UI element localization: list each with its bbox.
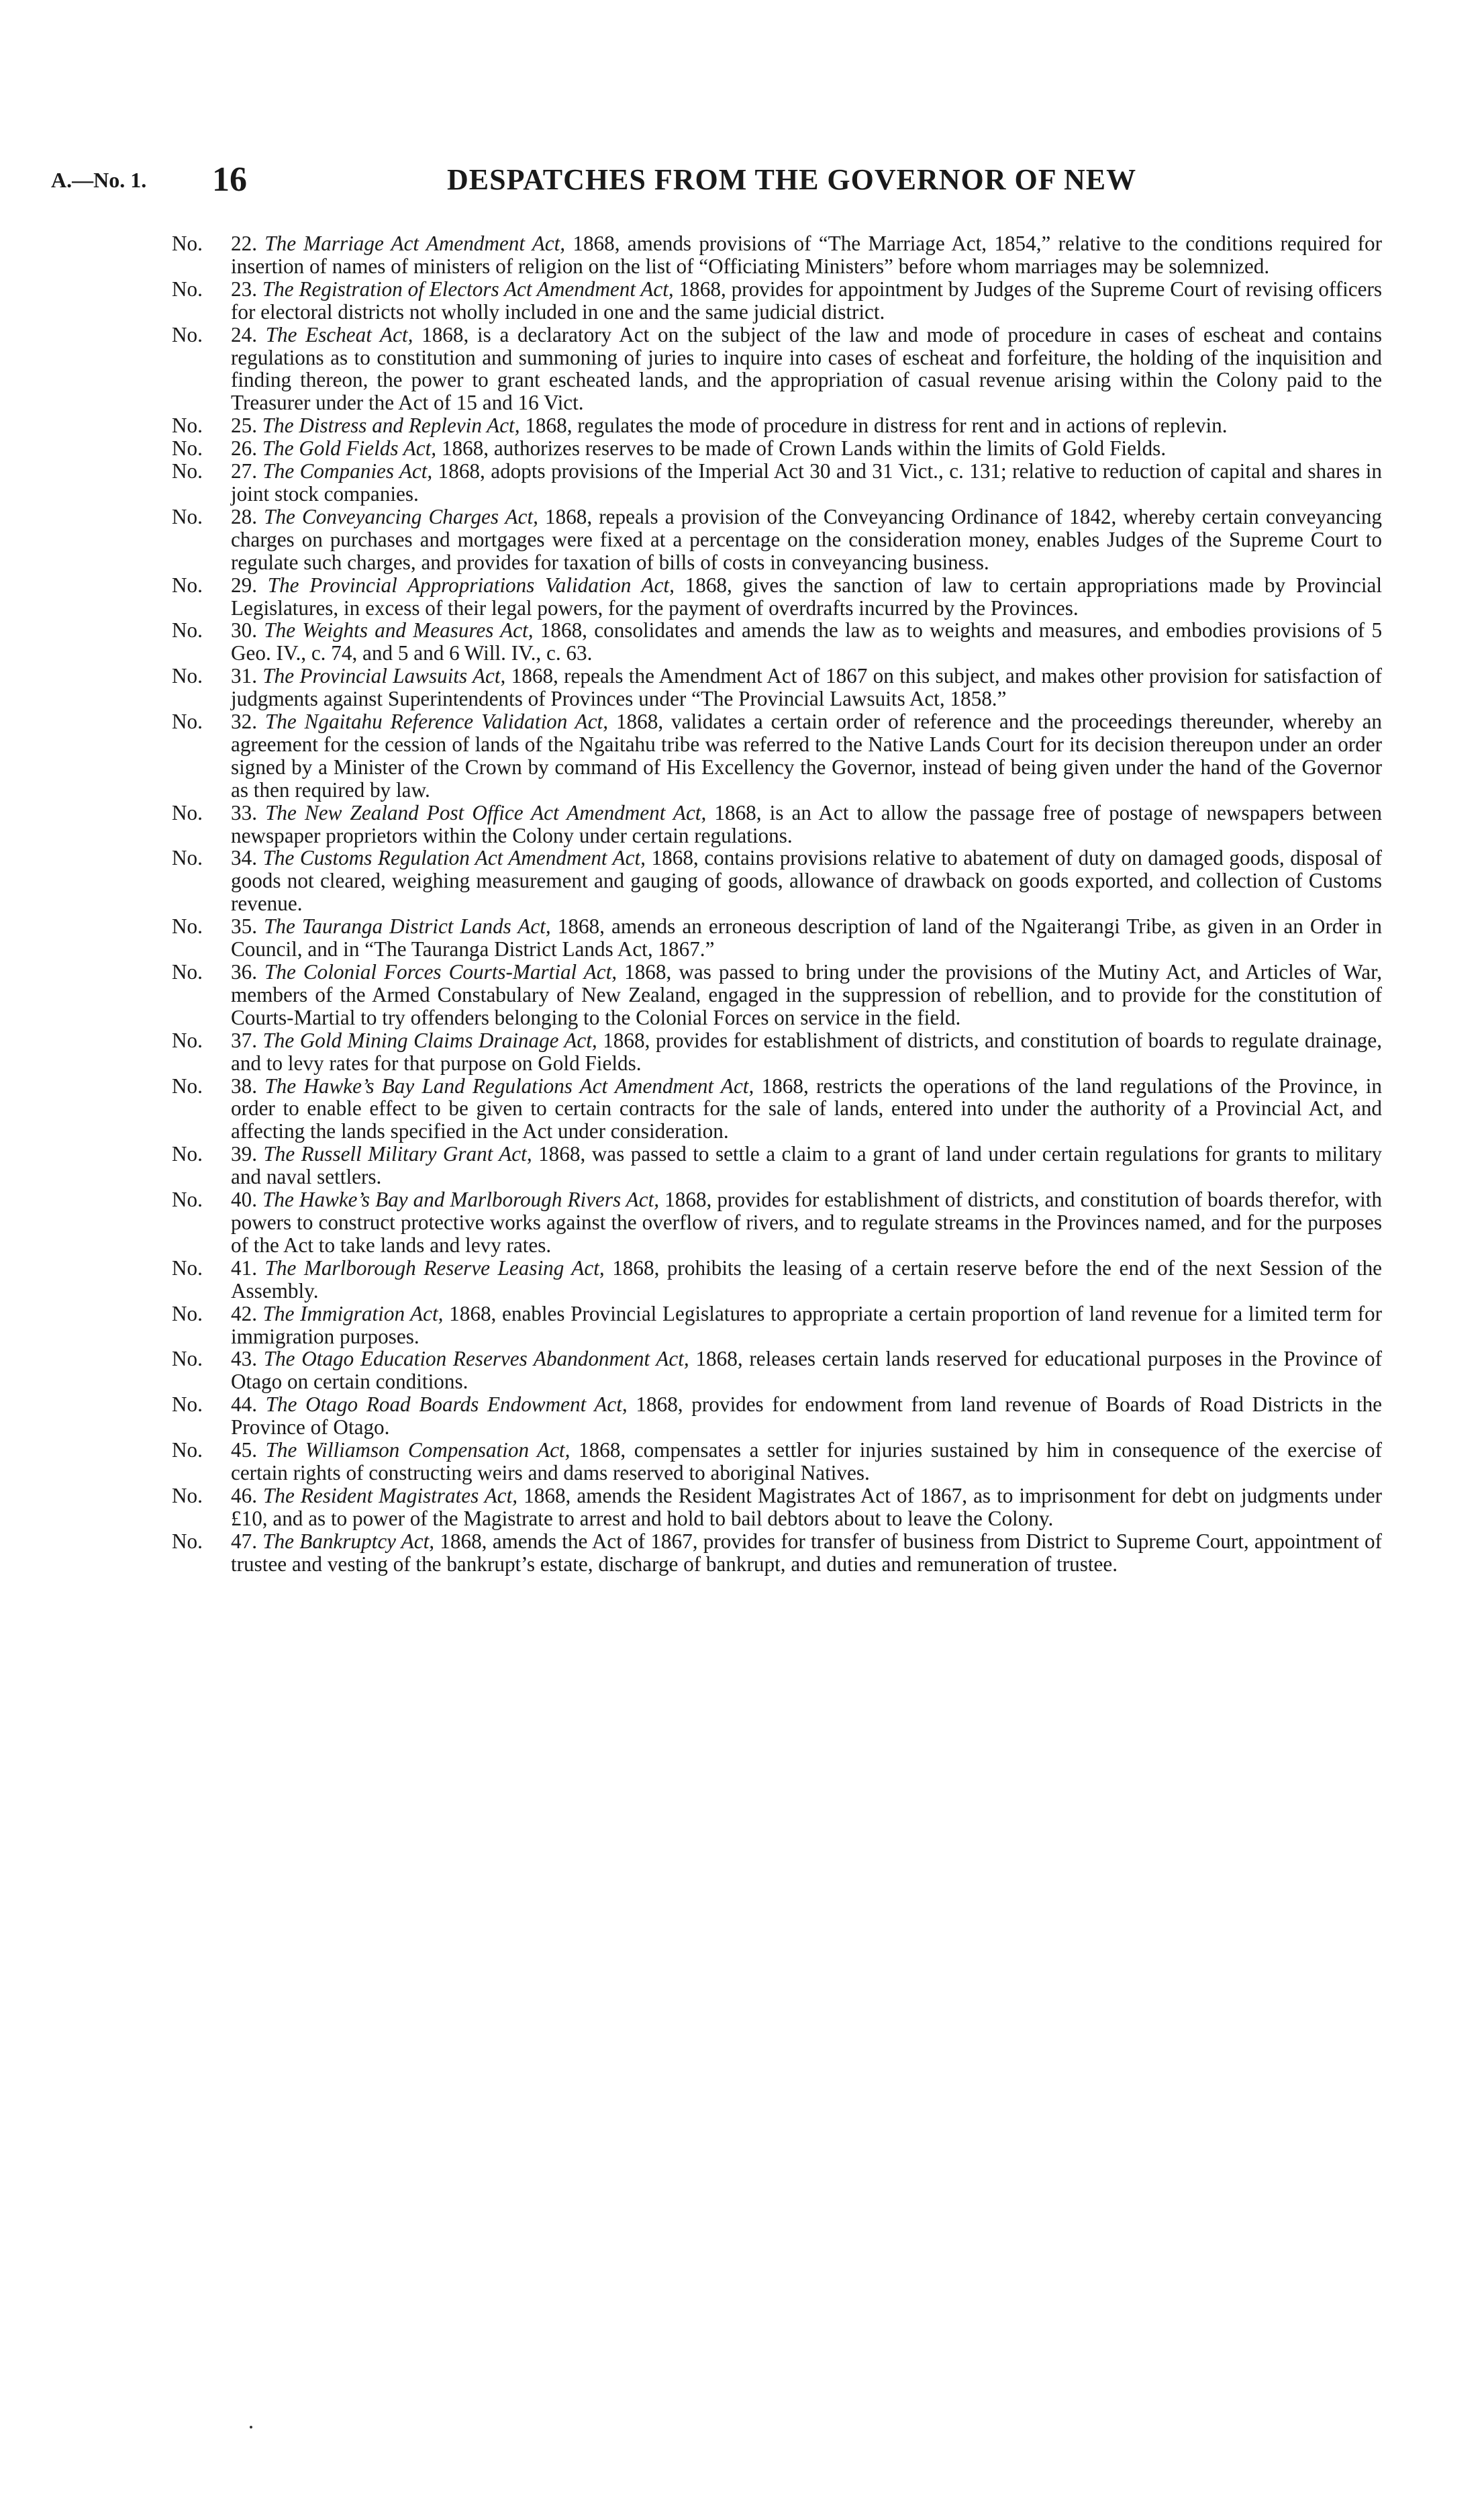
act-entry — [172, 277, 1383, 324]
entry-number: 34. — [231, 846, 257, 870]
act-title: The Customs Regulation Act Amendment Act, — [262, 846, 646, 870]
act-entry — [172, 1028, 1383, 1075]
entry-number: 42. — [231, 1301, 257, 1325]
paper-reference: A.—No. 1. — [51, 168, 147, 192]
entry-no-label: No. — [172, 573, 203, 597]
act-description: 1868, amends the Act of 1867, provides for transfer of business from District to Supreme Court, appointment of trustee and vesting of the bankrupt’s estate, discharge of bankrupt, and duties and remuneration of trustee. — [231, 1529, 1383, 1576]
act-title: The Distress and Replevin Act, — [262, 414, 520, 438]
act-entry — [172, 664, 1383, 711]
act-description: 1868, is an Act to allow the passage free of postage of newspapers between newspaper proprietors within the Colony under certain regulations. — [231, 800, 1382, 847]
act-entry — [172, 1256, 1382, 1303]
act-title: The Colonial Forces Courts-Martial Act, — [264, 960, 617, 984]
act-title: The Weights and Measures Act, — [264, 618, 534, 643]
act-entry — [172, 710, 1383, 802]
entry-no-label: No. — [172, 1301, 203, 1325]
act-title: The Provincial Appropriations Validation Act, — [267, 573, 675, 597]
entry-no-label: No. — [172, 459, 203, 483]
entry-no-label: No. — [172, 322, 203, 346]
entry-no-label: No. — [172, 664, 203, 688]
entry-no-label: No. — [172, 1188, 203, 1212]
entry-number: 22. — [231, 232, 257, 255]
act-entry — [172, 1529, 1383, 1576]
entry-no-label: No. — [172, 1256, 203, 1280]
entry-no-label: No. — [172, 1483, 203, 1507]
entry-number: 46. — [231, 1483, 257, 1507]
act-description: 1868, compensates a settler for injuries sustained by him in consequence of the exercise of certain rights of constructing weirs and dams reserved to aboriginal Natives. — [231, 1438, 1383, 1484]
act-entry — [172, 504, 1383, 574]
act-description: 1868, was passed to settle a claim to a grant of land under certain regulations for grants to military and naval settlers. — [231, 1142, 1383, 1189]
act-entry — [172, 573, 1383, 620]
act-title: The Companies Act, — [262, 459, 433, 483]
entry-number: 37. — [231, 1028, 257, 1052]
act-description: 1868, prohibits the leasing of a certain reserve before the end of the next Session of the Assembly. — [231, 1256, 1382, 1303]
entry-number: 30. — [231, 618, 257, 643]
running-title: DESPATCHES FROM THE GOVERNOR OF NEW — [447, 163, 1137, 196]
act-title: The Russell Military Grant Act, — [263, 1142, 532, 1166]
entry-number: 39. — [231, 1142, 257, 1166]
entry-number: 33. — [231, 800, 257, 824]
act-entry — [172, 914, 1382, 961]
act-title: The Hawke’s Bay and Marlborough Rivers Act, — [262, 1188, 660, 1212]
entry-no-label: No. — [172, 800, 203, 824]
act-title: The Tauranga District Lands Act, — [264, 914, 551, 939]
entry-no-label: No. — [172, 710, 203, 734]
act-title: The Otago Education Reserves Abandonment Act, — [263, 1347, 689, 1371]
entry-number: 47. — [231, 1529, 257, 1553]
entry-number: 36. — [231, 960, 257, 984]
act-description: 1868, provides for appointment by Judges of the Supreme Court of revising officers for electoral districts not wholly included in one and the same judicial district. — [231, 277, 1383, 324]
act-description: 1868, provides for establishment of districts, and constitution of boards to regulate drainage, and to levy rates for that purpose on Gold Fields. — [231, 1028, 1383, 1075]
act-description: 1868, was passed to bring under the provisions of the Mutiny Act, and Articles of War, members of the Armed Constabulary of New Zealand, engaged in the suppression of rebellion, and to provide for the constitution of Courts-Martial to try offenders belonging to the Colonial Forces on service in the field. — [231, 960, 1383, 1029]
entry-no-label: No. — [172, 846, 203, 870]
entry-number: 32. — [231, 710, 257, 734]
act-entry — [172, 232, 1382, 278]
act-description: 1868, validates a certain order of reference and the proceedings thereunder, whereby an agreement for the cession of lands of the Ngaitahu tribe was referred to the Native Lands Court for its decision thereupon under an order signed by a Minister of the Crown by command of His Excellency the Governor, instead of being given under the hand of the Governor as then required by law. — [231, 710, 1383, 802]
entry-no-label: No. — [172, 414, 203, 438]
entry-number: 28. — [231, 504, 257, 528]
act-description: 1868, amends provisions of “The Marriage Act, 1854,” relative to the conditions required for insertion of names of ministers of religion on the list of “Officiating Ministers” before whom marriages may be solemnized. — [231, 232, 1382, 278]
act-description: 1868, enables Provincial Legislatures to appropriate a certain proportion of land revenue for a limited term for immigration purposes. — [231, 1301, 1383, 1348]
entry-no-label: No. — [172, 1028, 203, 1052]
act-description: 1868, adopts provisions of the Imperial Act 30 and 31 Vict., c. 131; relative to reduction of capital and shares in joint stock companies. — [231, 459, 1383, 506]
act-description: 1868, releases certain lands reserved for educational purposes in the Province of Otago on certain conditions. — [231, 1347, 1382, 1394]
act-entry — [172, 618, 1383, 665]
entry-number: 24. — [231, 322, 257, 346]
act-entry — [172, 1438, 1383, 1484]
entry-no-label: No. — [172, 232, 203, 255]
entry-no-label: No. — [172, 277, 203, 301]
act-description: 1868, regulates the mode of procedure in distress for rent and in actions of replevin. — [525, 414, 1228, 438]
act-description: 1868, provides for establishment of districts, and constitution of boards therefor, with powers to construct protective works against the overflow of rivers, and to regulate streams in the Provinces named, and for the purposes of the Act to take lands and levy rates. — [231, 1188, 1383, 1257]
entry-number: 40. — [231, 1188, 257, 1212]
act-description: 1868, amends an erroneous description of land of the Ngaiterangi Tribe, as given in an Order in Council, and in “The Tauranga District Lands Act, 1867.” — [231, 914, 1382, 961]
act-title: The Immigration Act, — [262, 1301, 444, 1325]
entry-no-label: No. — [172, 436, 203, 461]
entry-no-label: No. — [172, 1529, 203, 1553]
act-title: The Registration of Electors Act Amendment Act, — [262, 277, 674, 301]
act-description: 1868, amends the Resident Magistrates Act of 1867, as to imprisonment for debt on judgments under £10, and as to power of the Magistrate to arrest and hold to bail debtors about to leave the Colony. — [231, 1483, 1383, 1530]
entry-no-label: No. — [172, 504, 203, 528]
act-entry — [172, 1074, 1383, 1143]
entry-no-label: No. — [172, 1347, 203, 1371]
act-title: The New Zealand Post Office Act Amendment Act, — [265, 800, 707, 824]
entry-number: 44. — [231, 1392, 257, 1417]
act-title: The Gold Fields Act, — [262, 436, 437, 461]
act-title: The Otago Road Boards Endowment Act, — [265, 1392, 628, 1417]
page-number: 16 — [212, 160, 247, 199]
act-description: 1868, authorizes reserves to be made of Crown Lands within the limits of Gold Fields. — [441, 436, 1167, 461]
act-title: The Williamson Compensation Act, — [265, 1438, 571, 1462]
entry-no-label: No. — [172, 1438, 203, 1462]
act-title: The Ngaitahu Reference Validation Act, — [264, 710, 609, 734]
entry-no-label: No. — [172, 1392, 203, 1417]
entry-number: 31. — [231, 664, 257, 688]
act-title: The Gold Mining Claims Drainage Act, — [262, 1028, 597, 1052]
act-title: The Escheat Act, — [265, 322, 413, 346]
act-title: The Marriage Act Amendment Act, — [264, 232, 566, 255]
act-title: The Hawke’s Bay Land Regulations Act Amendment Act, — [264, 1074, 754, 1098]
act-title: The Resident Magistrates Act, — [263, 1483, 518, 1507]
act-description: 1868, restricts the operations of the land regulations of the Province, in order to enable effect to be given to certain contracts for the sale of lands, entered into under the authority of a Provincial Act, and affecting the lands specified in the Act under consideration. — [231, 1074, 1383, 1143]
entry-number: 45. — [231, 1438, 257, 1462]
act-entry — [172, 1392, 1383, 1439]
entry-no-label: No. — [172, 960, 203, 984]
act-entry — [172, 436, 1382, 461]
entry-number: 38. — [231, 1074, 257, 1098]
act-description: 1868, repeals the Amendment Act of 1867 on this subject, and makes other provision for satisfaction of judgments against Superintendents of Provinces under “The Provincial Lawsuits Act, 1858.” — [231, 664, 1383, 711]
page-header — [51, 160, 1440, 207]
entry-number: 25. — [231, 414, 257, 438]
act-entry — [172, 960, 1383, 1029]
act-description: 1868, repeals a provision of the Conveyancing Ordinance of 1842, whereby certain conveyancing charges on purchases and mortgages were fixed at a percentage on the consideration money, enables Judges of the Supreme Court to regulate such charges, and provides for taxation of bills of costs in conveyancing business. — [231, 504, 1383, 574]
act-title: The Provincial Lawsuits Act, — [262, 664, 506, 688]
entry-no-label: No. — [172, 914, 203, 939]
entry-number: 43. — [231, 1347, 257, 1371]
entry-number: 35. — [231, 914, 257, 939]
act-description: 1868, is a declaratory Act on the subject of the law and mode of procedure in cases of escheat and contains regulations as to constitution and summoning of juries to inquire into cases of escheat and forfeiture, the holding of the inquisition and finding thereon, the power to grant escheated lands, and the appropriation of casual revenue arising within the Colony paid to the Treasurer under the Act of 15 and 16 Vict. — [231, 322, 1382, 415]
entry-number: 29. — [231, 573, 257, 597]
entry-no-label: No. — [172, 1142, 203, 1166]
act-list — [172, 232, 1383, 1576]
act-description: 1868, gives the sanction of law to certain appropriations made by Provincial Legislatures, in excess of their legal powers, for the payment of overdrafts incurred by the Provinces. — [231, 573, 1383, 620]
act-title: The Marlborough Reserve Leasing Act, — [264, 1256, 605, 1280]
act-description: 1868, provides for endowment from land revenue of Boards of Road Districts in the Province of Otago. — [231, 1392, 1383, 1439]
entry-number: 23. — [231, 277, 257, 301]
act-description: 1868, contains provisions relative to abatement of duty on damaged goods, disposal of goods not cleared, weighing measurement and gauging of goods, allowance of drawback on goods exported, and collection of Customs revenue. — [231, 846, 1383, 916]
act-entry — [172, 1188, 1383, 1257]
entry-number: 26. — [231, 436, 257, 461]
stray-mark — [250, 2426, 252, 2428]
act-entry — [172, 1301, 1383, 1348]
act-title: The Conveyancing Charges Act, — [264, 504, 538, 528]
entry-no-label: No. — [172, 1074, 203, 1098]
act-entry — [172, 459, 1383, 506]
act-entry — [172, 1483, 1383, 1530]
act-entry — [172, 1142, 1383, 1189]
act-entry — [172, 322, 1382, 415]
entry-number: 27. — [231, 459, 257, 483]
entry-no-label: No. — [172, 618, 203, 643]
act-title: The Bankruptcy Act, — [262, 1529, 435, 1553]
act-entry — [172, 800, 1382, 847]
act-entry — [172, 846, 1383, 916]
act-description: 1868, consolidates and amends the law as to weights and measures, and embodies provisions of 5 Geo. IV., c. 74, and 5 and 6 Will. IV., c. 63. — [231, 618, 1383, 665]
act-entry — [172, 414, 1382, 438]
act-entry — [172, 1347, 1382, 1394]
entry-number: 41. — [231, 1256, 257, 1280]
